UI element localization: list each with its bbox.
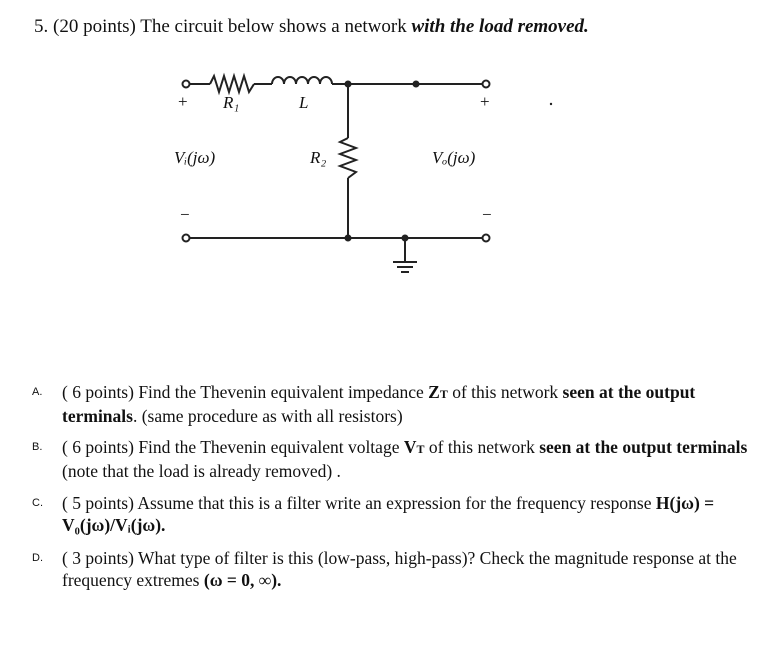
input-minus: −: [180, 205, 190, 224]
output-terminal-top: [483, 81, 490, 88]
output-minus: −: [482, 205, 492, 224]
input-terminal-top: [183, 81, 190, 88]
part-letter: A.: [32, 386, 43, 398]
part-a: A. ( 6 points) Find the Thevenin equivalent impedance ZT of this network seen at the output terminals. (same procedure as with all resistors): [32, 382, 696, 426]
question-emphasis: with the load removed.: [411, 16, 589, 37]
question-number: 5.: [34, 16, 49, 37]
r2-label: R₂: [310, 148, 327, 167]
stray-mark: [550, 103, 552, 105]
part-d: D. ( 3 points) What type of filter is this (low-pass, high-pass)? Check the magnitude response at the frequency extremes (ω = 0, ∞).: [32, 548, 737, 590]
part-letter: D.: [32, 552, 43, 564]
r1-label: R₁: [223, 93, 240, 112]
input-plus: +: [178, 92, 188, 111]
node-bottom: [345, 235, 352, 242]
vout-label: Vₒ(jω): [432, 148, 476, 167]
part-letter: C.: [32, 497, 43, 509]
inductor-l: [272, 77, 332, 84]
vin-label: Vᵢ(jω): [174, 148, 216, 167]
node-top-right: [413, 81, 420, 88]
part-c: C. ( 5 points) Assume that this is a filter write an expression for the frequency response H(jω) = V₀(jω)/Vᵢ(jω).: [32, 493, 715, 535]
node-ground: [402, 235, 409, 242]
resistor-r2: [340, 138, 356, 178]
output-plus: +: [480, 92, 490, 111]
resistor-r1: [210, 76, 254, 92]
part-letter: B.: [32, 441, 43, 453]
l-label: L: [299, 93, 309, 112]
input-terminal-bottom: [183, 235, 190, 242]
node-top: [345, 81, 352, 88]
output-terminal-bottom: [483, 235, 490, 242]
part-b: B. ( 6 points) Find the Thevenin equivalent voltage VT of this network seen at the output terminals (note that the load is already removed) .: [32, 437, 748, 481]
question-text: (20 points) The circuit below shows a network: [53, 16, 407, 37]
